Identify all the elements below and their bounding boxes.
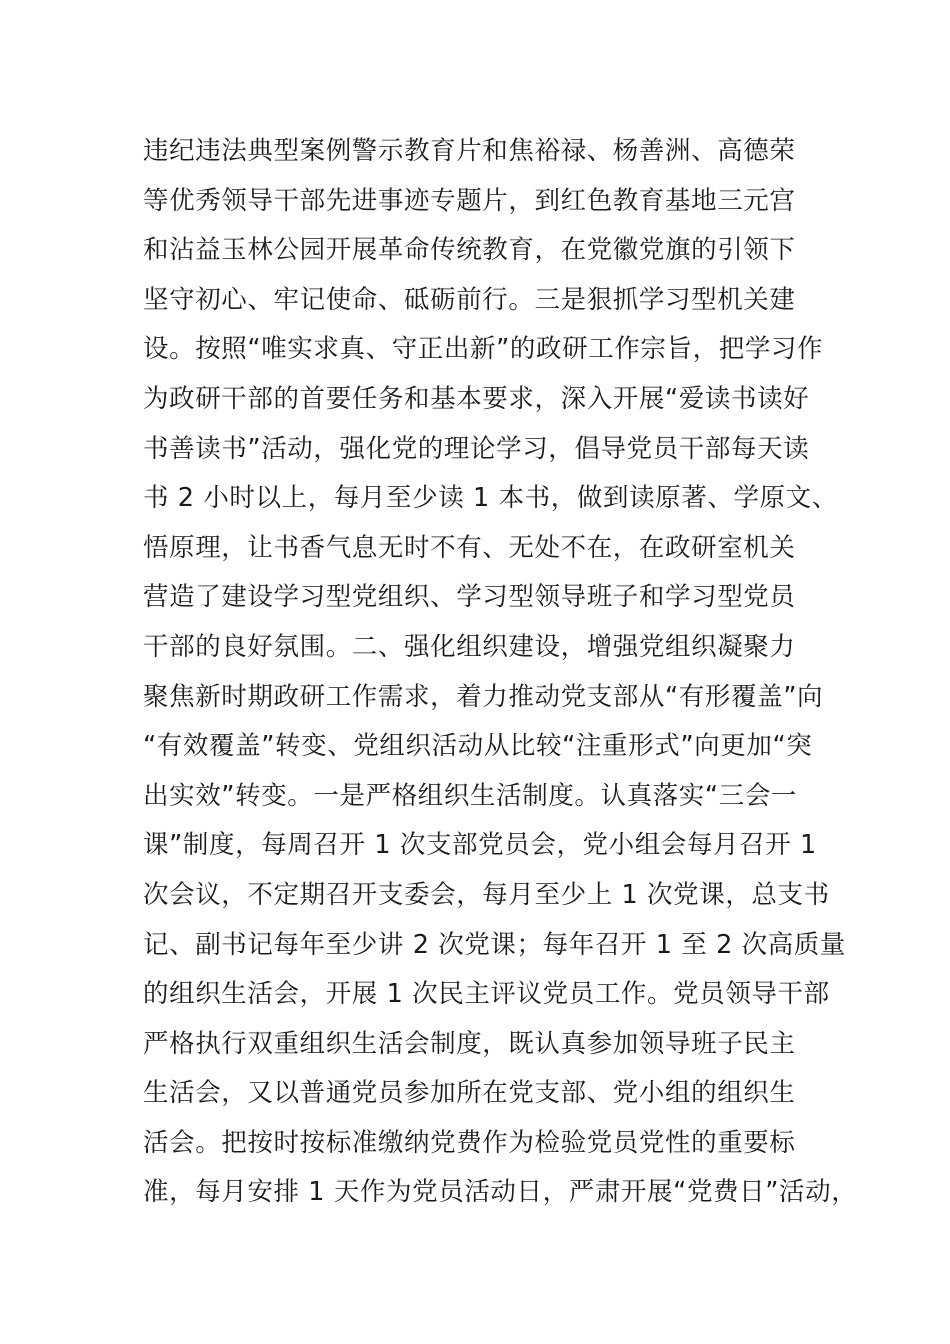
text-line: 课”制度，每周召开 1 次支部党员会，党小组会每月召开 1 xyxy=(143,830,817,861)
text-line: 为政研干部的首要任务和基本要求，深入开展“爱读书读好 xyxy=(143,383,810,414)
text-line: 准，每月安排 1 天作为党员活动日，严肃开展“党费日”活动， xyxy=(143,1177,858,1208)
text-line: 违纪违法典型案例警示教育片和焦裕禄、杨善洲、高德荣 xyxy=(143,136,796,166)
text-line: 严格执行双重组织生活会制度，既认真参加领导班子民主 xyxy=(143,1028,796,1059)
text-line: 次会议，不定期召开支委会，每月至少上 1 次党课，总支书 xyxy=(143,879,830,910)
text-line: 悟原理，让书香气息无时不有、无处不在，在政研室机关 xyxy=(143,532,796,563)
text-line: 坚守初心、牢记使命、砥砺前行。三是狠抓学习型机关建 xyxy=(143,284,796,315)
text-line: 等优秀领导干部先进事迹专题片，到红色教育基地三元宫 xyxy=(143,185,796,216)
text-line: 书 2 小时以上，每月至少读 1 本书，做到读原著、学原文、 xyxy=(143,483,838,514)
text-line: 生活会，又以普通党员参加所在党支部、党小组的组织生 xyxy=(143,1078,796,1109)
text-line: 聚焦新时期政研工作需求，着力推动党支部从“有形覆盖”向 xyxy=(143,681,824,712)
text-line: “有效覆盖”转变、党组织活动从比较“注重形式”向更加“突 xyxy=(143,731,813,762)
text-line: 书善读书”活动，强化党的理论学习，倡导党员干部每天读 xyxy=(143,433,810,464)
text-line: 干部的良好氛围。二、强化组织建设，增强党组织凝聚力 xyxy=(143,631,796,662)
body-text xyxy=(143,127,858,1218)
text-line: 记、副书记每年至少讲 2 次党课；每年召开 1 至 2 次高质量 xyxy=(143,929,847,960)
text-line: 的组织生活会，开展 1 次民主评议党员工作。党员领导干部 xyxy=(143,979,830,1010)
text-line: 活会。把按时按标准缴纳党费作为检验党员党性的重要标 xyxy=(143,1127,796,1158)
text-line: 营造了建设学习型党组织、学习型领导班子和学习型党员 xyxy=(143,582,796,613)
text-line: 和沾益玉林公园开展革命传统教育，在党徽党旗的引领下 xyxy=(143,235,796,266)
text-line: 设。按照“唯实求真、守正出新”的政研工作宗旨，把学习作 xyxy=(143,334,824,365)
text-line: 出实效”转变。一是严格组织生活制度。认真落实“三会一 xyxy=(143,780,798,811)
